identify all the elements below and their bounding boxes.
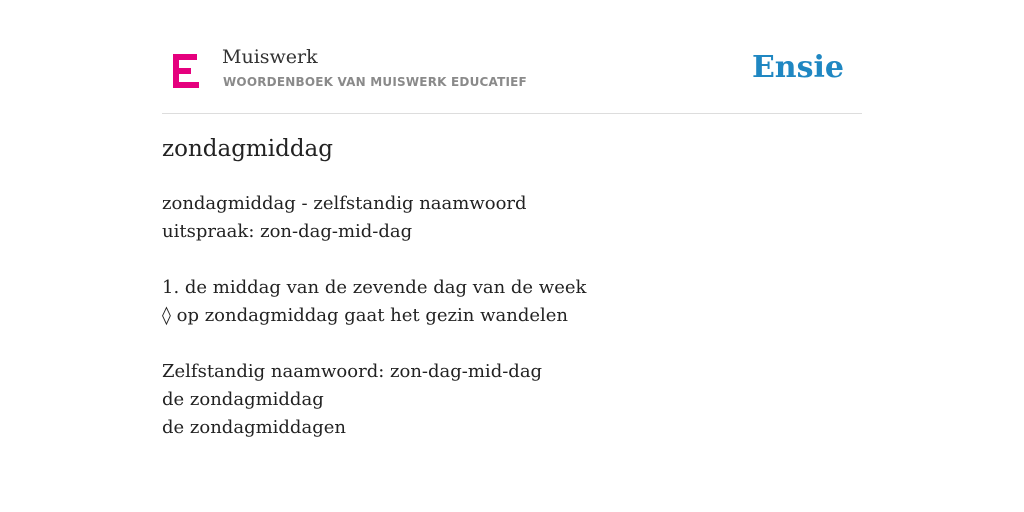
part-of-speech-line: zondagmiddag - zelfstandig naamwoord [162, 193, 527, 214]
ensie-brand-logo[interactable]: Ensie [751, 50, 844, 85]
site-title[interactable]: Muiswerk [222, 46, 318, 68]
spacer [162, 330, 862, 358]
muiswerk-logo-icon[interactable] [173, 54, 201, 88]
definition-line: 1. de middag van de zevende dag van de week [162, 277, 587, 298]
grammar-heading: Zelfstandig naamwoord: zon-dag-mid-dag [162, 361, 543, 382]
pronunciation-line: uitspraak: zon-dag-mid-dag [162, 221, 413, 242]
spacer [162, 246, 862, 274]
site-subtitle: WOORDENBOEK VAN MUISWERK EDUCATIEF [223, 75, 527, 89]
dictionary-entry [162, 190, 862, 442]
singular-form: de zondagmiddag [162, 389, 324, 410]
logo-bar-bottom [173, 82, 199, 88]
logo-bar-middle [173, 68, 191, 74]
page-title: zondagmiddag [162, 136, 333, 162]
site-header [162, 40, 862, 114]
example-line: ◊ op zondagmiddag gaat het gezin wandelen [162, 305, 569, 326]
plural-form: de zondagmiddagen [162, 417, 346, 438]
logo-bar-top [173, 54, 197, 60]
